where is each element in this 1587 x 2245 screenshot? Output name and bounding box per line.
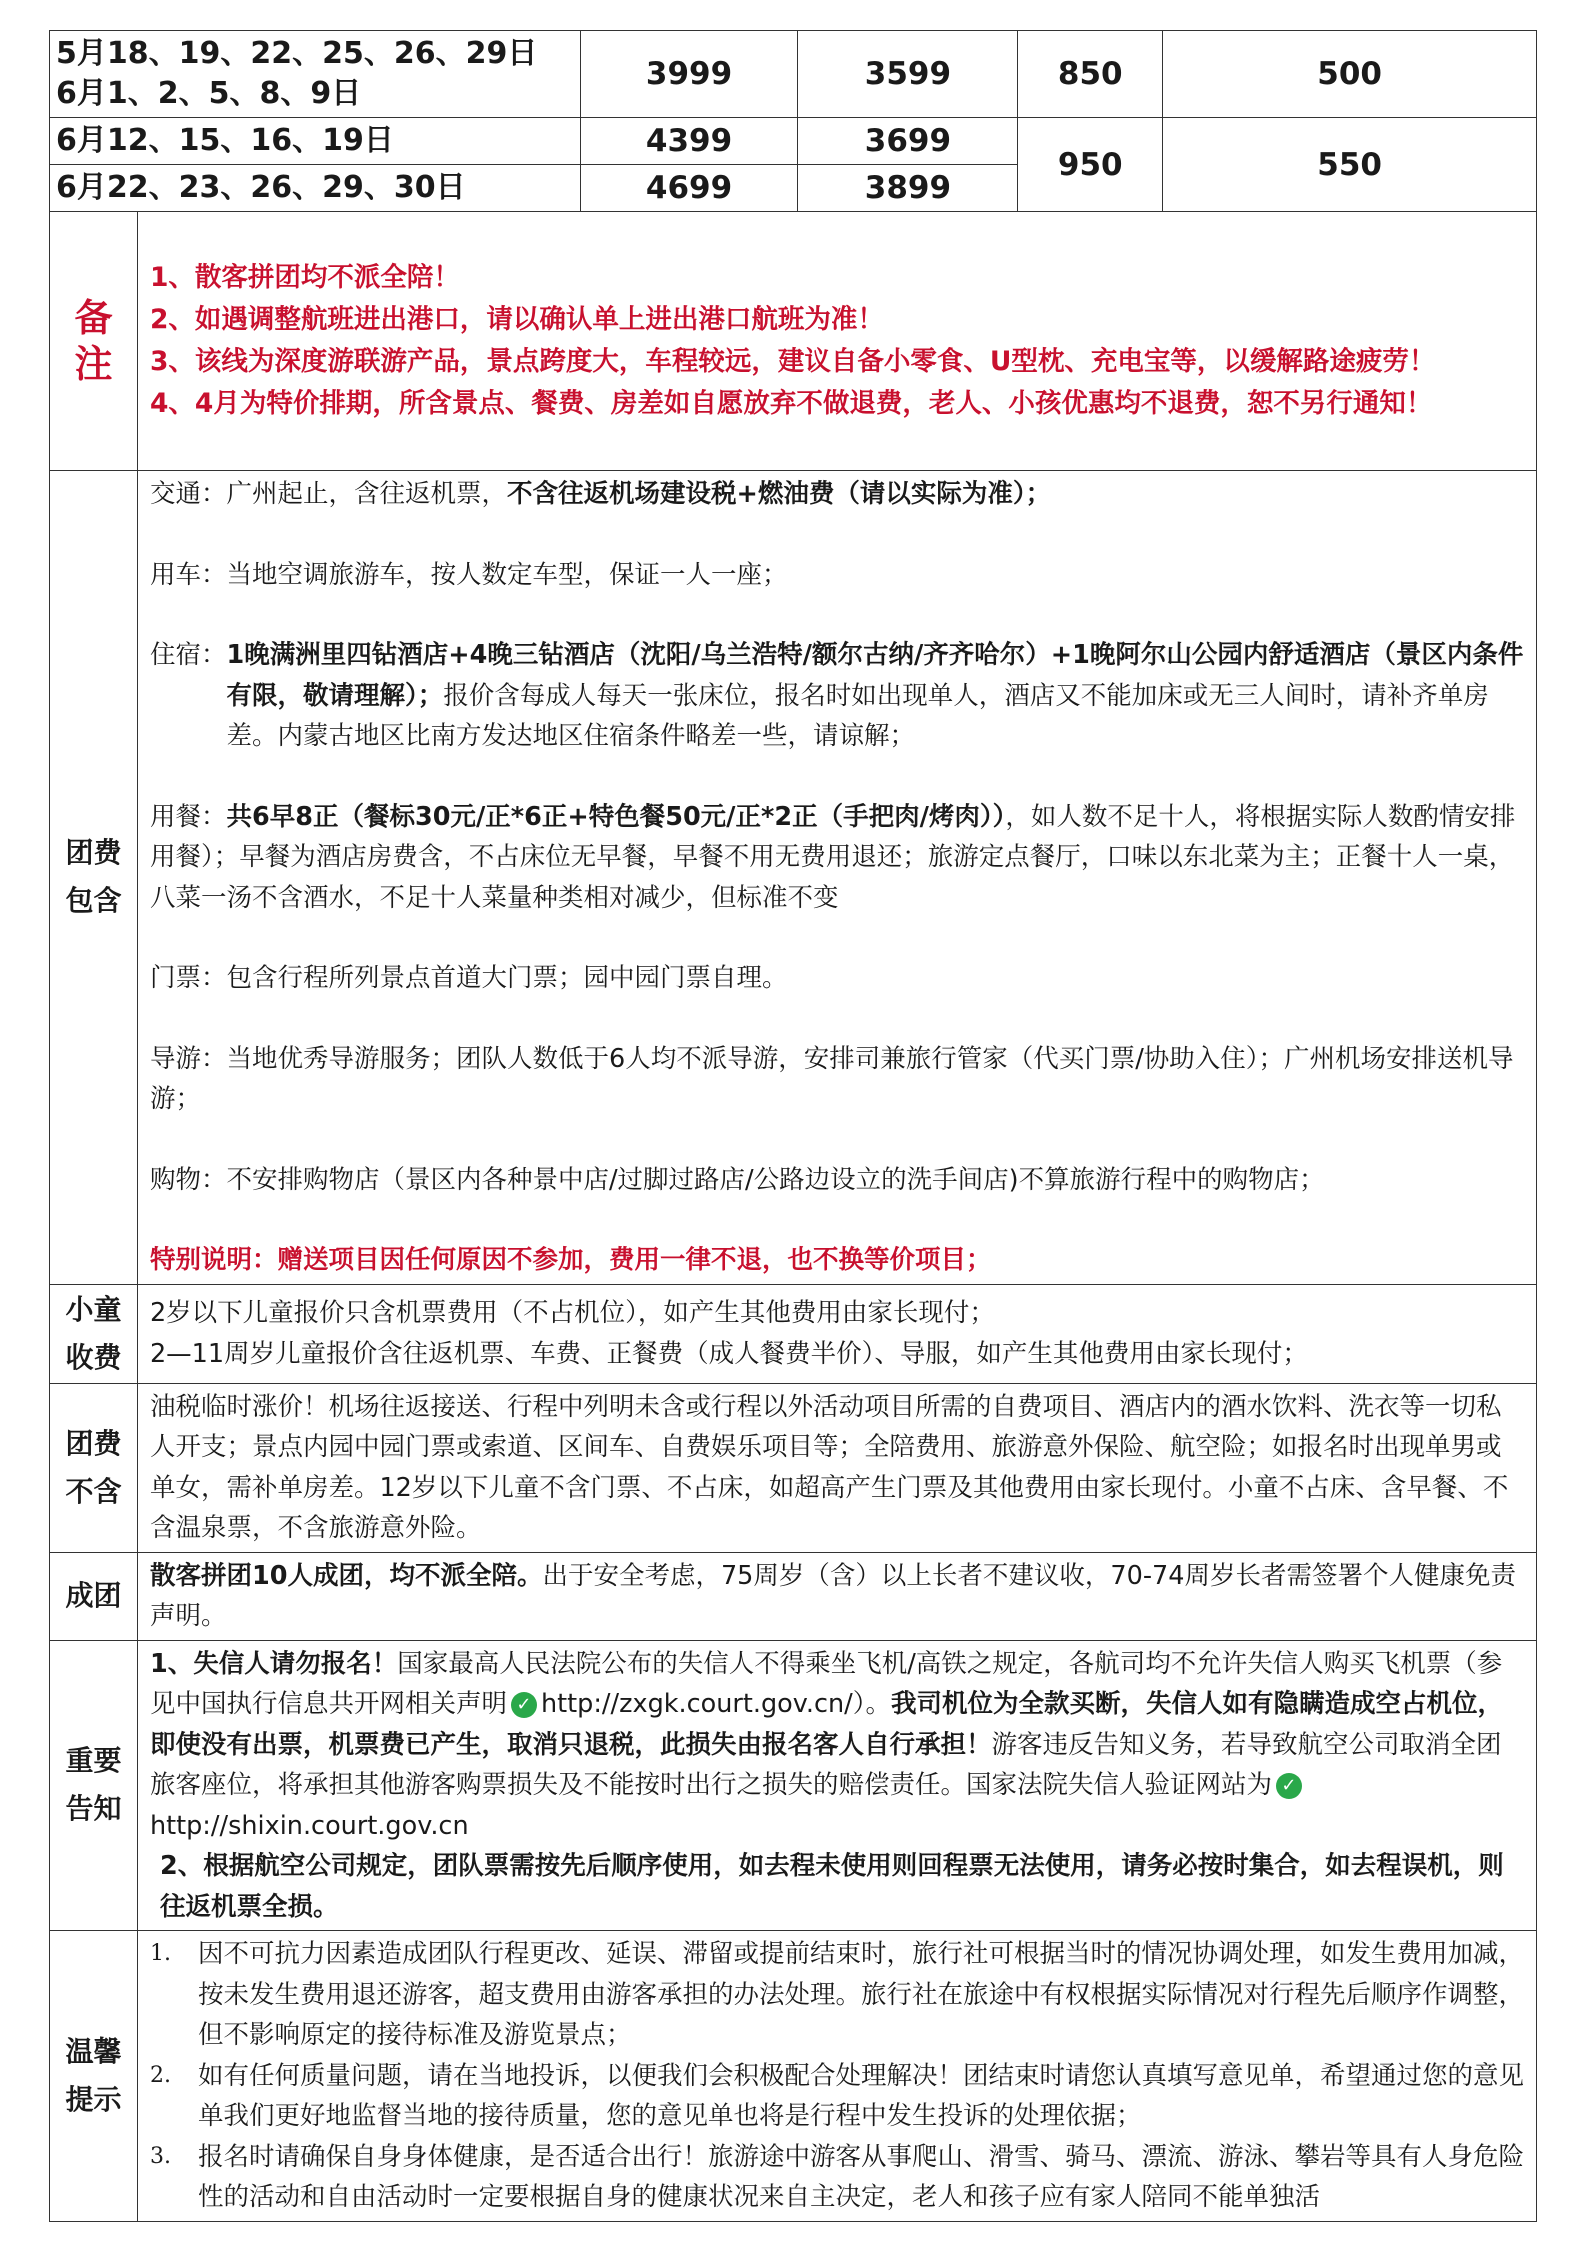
adult-price: 4399 [580,118,798,165]
child-price: 3899 [798,165,1018,212]
court-link-1[interactable]: http://zxgk.court.gov.cn/ [540,1689,853,1719]
date-cell: 6月12、15、16、19日 [50,118,581,165]
date-cell: 5月18、19、22、25、26、29日 6月1、2、5、8、9日 [50,31,581,118]
tip-item: 1. 因不可抗力因素造成团队行程更改、延误、滞留或提前结束时，旅行社可根据当时的情况协调处理，如发生费用加减，按未发生费用退还游客，超支费用由游客承担的办法处理。旅行社在旅途中有权根据实际情况对行程先后顺序作调整，但不影响原定的接待标准及游览景点； [149,1939,1524,2050]
remarks-label: 备 注 [50,212,138,471]
date-cell: 6月22、23、26、29、30日 [50,165,581,212]
price-row [50,118,1537,165]
child-fee-label: 小童 收费 [50,1284,138,1383]
tickets-line: 门票：包含行程所列景点首道大门票；园中园门票自理。 [149,963,788,993]
child-fee-row [50,1284,1537,1383]
group-label: 成团 [50,1552,138,1640]
notice-label: 重要 告知 [50,1640,138,1931]
special-note: 特别说明：赠送项目因任何原因不参加，费用一律不退，也不换等价项目； [149,1245,992,1275]
notice-paragraph-2: 2、根据航空公司规定，团队票需按先后顺序使用，如去程未使用则回程票无法使用，请务必按时集合，如去程误机，则往返机票全损。 [159,1851,1504,1922]
notice-content [137,1640,1536,1931]
excluded-content: 油税临时涨价！机场往返接送、行程中列明未含或行程以外活动项目所需的自费项目、酒店内的酒水饮料、洗衣等一切私人开支；景点内园中园门票或索道、区间车、自费娱乐项目等；全陪费用、旅游意外保险、航空险；如报名时出现单男或单女，需补单房差。12岁以下儿童不含门票、不占床，如超高产生门票及其他费用由家长现付。小童不占床、含早餐、不含温泉票，不含旅游意外险。 [137,1383,1536,1552]
single-supplement: 950 [1018,118,1163,212]
extra-fee: 550 [1163,118,1537,212]
remark-item: 3、该线为深度游联游产品，景点跨度大，车程较远，建议自备小零食、U型枕、充电宝等，以缓解路途疲劳！ [149,346,1436,377]
extra-fee: 500 [1163,31,1537,118]
group-content: 散客拼团10人成团，均不派全陪。出于安全考虑，75周岁（含）以上长者不建议收，70-74周岁长者需签署个人健康免责声明。 [137,1552,1536,1640]
notice-row [50,1640,1537,1931]
tip-item: 2. 如有任何质量问题，请在当地投诉，以便我们会积极配合处理解决！团结束时请您认真填写意见单，希望通过您的意见单我们更好地监督当地的接待质量，您的意见单也将是行程中发生投诉的处理依据； [149,2060,1524,2131]
court-link-2[interactable]: http://shixin.court.gov.cn [149,1810,469,1841]
notice-paragraph-1: 1、失信人请勿报名！国家最高人民法院公布的失信人不得乘坐飞机/高铁之规定，各航司均不允许失信人购买飞机票（参见中国执行信息共开网相关声明 ✓ http://zxgk.court.gov.cn/）。我司机位为全款买断，失信人如有隐瞒造成空占机位，即使没有出票，机票费已产生，取消只退税，此损失由报名客人自行承担！游客违反告知义务，若导致航空公司取消全团旅客座位，将承担其他游客购票损失及不能按时出行之损失的赔偿责任。国家法院失信人验证网站为 ✓http://shixin.court.gov.cn [149,1648,1504,1841]
included-content [137,471,1536,1285]
verified-check-icon: ✓ [1276,1773,1302,1799]
child-fee-item: 2岁以下儿童报价只含机票费用（不占机位），如产生其他费用由家长现付； [149,1298,995,1328]
shopping-line: 购物：不安排购物店（景区内各种景中店/过脚过路店/公路边设立的洗手间店)不算旅游行程中的购物店； [149,1164,1325,1195]
adult-price: 4699 [580,165,798,212]
tips-label: 温馨 提示 [50,1931,138,2222]
group-row [50,1552,1537,1640]
tip-item: 3. 报名时请确保自身身体健康，是否适合出行！旅游途中游客从事爬山、滑雪、骑马、漂流、游泳、攀岩等具有人身危险性的活动和自由活动时一定要根据自身的健康状况来自主决定，老人和孩子应有家人陪同不能单独活 [149,2141,1524,2212]
price-row [50,31,1537,118]
child-fee-item: 2—11周岁儿童报价含往返机票、车费、正餐费（成人餐费半价）、导服，如产生其他费用由家长现付； [149,1338,1308,1369]
remarks-row [50,212,1537,471]
traffic-line: 交通：广州起止，含往返机票，不含往返机场建设税+燃油费（请以实际为准）； [149,479,1052,509]
guide-line: 导游：当地优秀导游服务；团队人数低于6人均不派导游，安排司兼旅行管家（代买门票/协助入住）；广州机场安排送机导游； [149,1043,1514,1114]
child-fee-content [137,1284,1536,1383]
excluded-row [50,1383,1537,1552]
itinerary-table [49,30,1537,2222]
remark-item: 4、4月为特价排期，所含景点、餐费、房差如自愿放弃不做退费，老人、小孩优惠均不退费，恕不另行通知！ [149,388,1433,419]
adult-price: 3999 [580,31,798,118]
child-price: 3599 [798,31,1018,118]
meals-line: 用餐：共6早8正（餐标30元/正*6正+特色餐50元/正*2正（手把肉/烤肉）），如人数不足十人，将根据实际人数酌情安排用餐）；早餐为酒店房费含，不占床位无早餐，早餐不用无费用退还；旅游定点餐厅，口味以东北菜为主；正餐十人一桌，八菜一汤不含酒水，不足十人菜量种类相对减少，但标准不变 [149,801,1516,913]
lodging-line: 住宿： 1晚满洲里四钻酒店+4晚三钻酒店（沈阳/乌兰浩特/额尔古纳/齐齐哈尔）+1晚阿尔山公园内舒适酒店（景区内条件有限，敬请理解）；报价含每成人每天一张床位，报名时如出现单人，酒店又不能加床或无三人间时，请补齐单房差。内蒙古地区比南方发达地区住宿条件略差一些，请谅解； [149,640,1524,751]
remarks-content [137,212,1536,471]
verified-check-icon: ✓ [511,1692,537,1718]
remark-item: 1、散客拼团均不派全陪！ [149,262,460,293]
child-price: 3699 [798,118,1018,165]
tips-row [50,1931,1537,2222]
single-supplement: 850 [1018,31,1163,118]
excluded-label: 团费 不含 [50,1383,138,1552]
tips-content [137,1931,1536,2222]
vehicle-line: 用车：当地空调旅游车，按人数定车型，保证一人一座； [149,559,788,590]
remark-item: 2、如遇调整航班进出港口，请以确认单上进出港口航班为准！ [149,304,884,335]
included-row [50,471,1537,1285]
included-label: 团费 包含 [50,471,138,1285]
